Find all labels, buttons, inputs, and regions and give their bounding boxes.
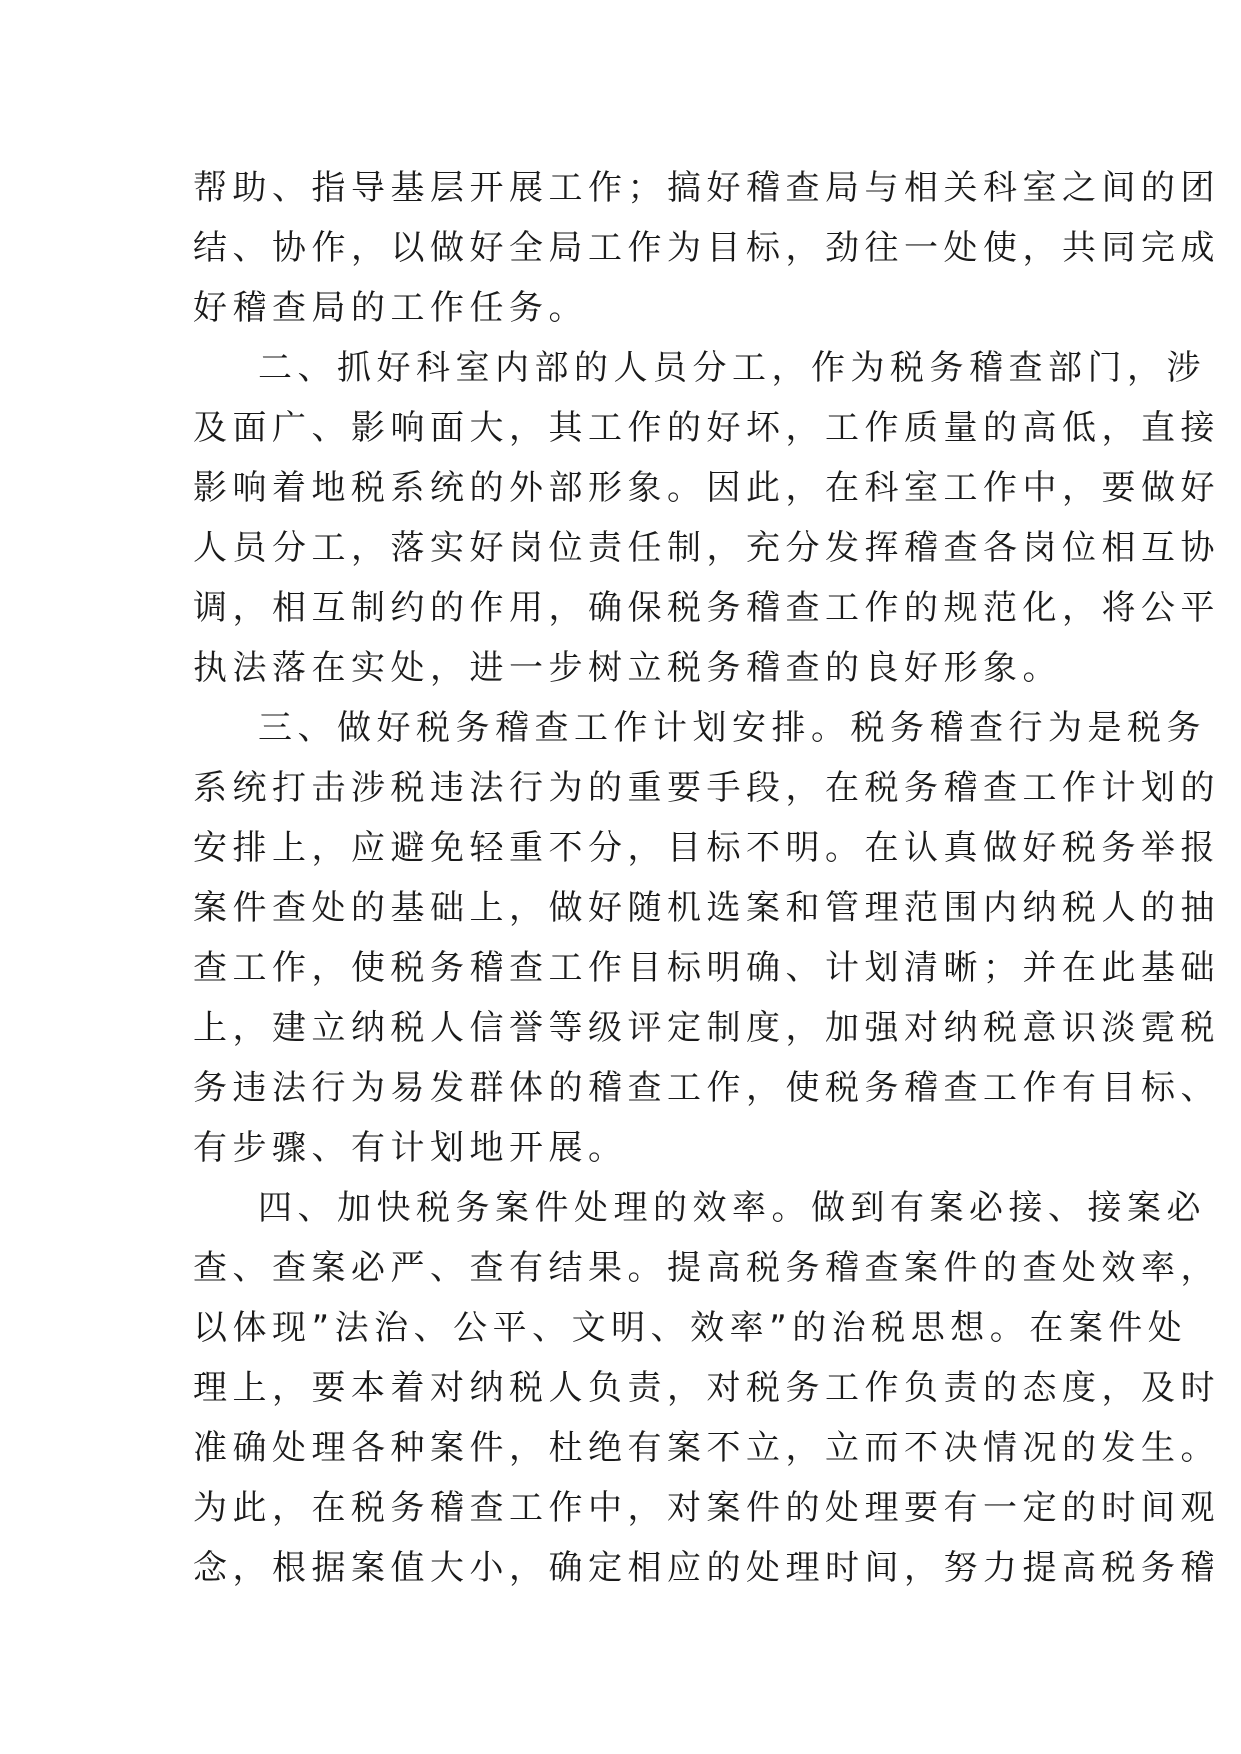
text-line: 念，根据案值大小，确定相应的处理时间，努力提高税务稽 [193,1548,1220,1588]
text-line: 案件查处的基础上，做好随机选案和管理范围内纳税人的抽 [193,888,1220,928]
text-line: 查、查案必严、查有结果。提高税务稽查案件的查处效率， [193,1248,1220,1288]
text-line: 帮助、指导基层开展工作；搞好稽查局与相关科室之间的团 [193,168,1220,208]
text-line: 及面广、影响面大，其工作的好坏，工作质量的高低，直接 [193,408,1220,448]
text-line: 结、协作，以做好全局工作为目标，劲往一处使，共同完成 [193,228,1220,268]
text-line: 查工作，使税务稽查工作目标明确、计划清晰；并在此基础 [193,948,1220,988]
text-line: 以体现”法治、公平、文明、效率”的治税思想。在案件处 [193,1308,1188,1348]
paragraph-start-line: 三、做好税务稽查工作计划安排。税务稽查行为是税务 [258,708,1206,748]
text-line: 为此，在税务稽查工作中，对案件的处理要有一定的时间观 [193,1488,1220,1528]
text-line: 务违法行为易发群体的稽查工作，使税务稽查工作有目标、 [193,1068,1220,1108]
text-line: 理上，要本着对纳税人负责，对税务工作负责的态度，及时 [193,1368,1220,1408]
text-line: 人员分工，落实好岗位责任制，充分发挥稽查各岗位相互协 [193,528,1220,568]
paragraph-start-line: 四、加快税务案件处理的效率。做到有案必接、接案必 [258,1188,1206,1228]
text-line: 有步骤、有计划地开展。 [193,1128,628,1168]
text-line: 好稽查局的工作任务。 [193,288,588,328]
text-line: 上，建立纳税人信誉等级评定制度，加强对纳税意识淡霓税 [193,1008,1220,1048]
document-body [193,158,1220,1598]
text-line: 安排上，应避免轻重不分，目标不明。在认真做好税务举报 [193,828,1220,868]
text-line: 准确处理各种案件，杜绝有案不立，立而不决情况的发生。 [193,1428,1220,1468]
text-line: 影响着地税系统的外部形象。因此，在科室工作中，要做好 [193,468,1220,508]
paragraph-start-line: 二、抓好科室内部的人员分工，作为税务稽查部门，涉 [258,348,1206,388]
text-line: 系统打击涉税违法行为的重要手段，在税务稽查工作计划的 [193,768,1220,808]
text-line: 执法落在实处，进一步树立税务稽查的良好形象。 [193,648,1062,688]
text-line: 调，相互制约的作用，确保税务稽查工作的规范化，将公平 [193,588,1220,628]
